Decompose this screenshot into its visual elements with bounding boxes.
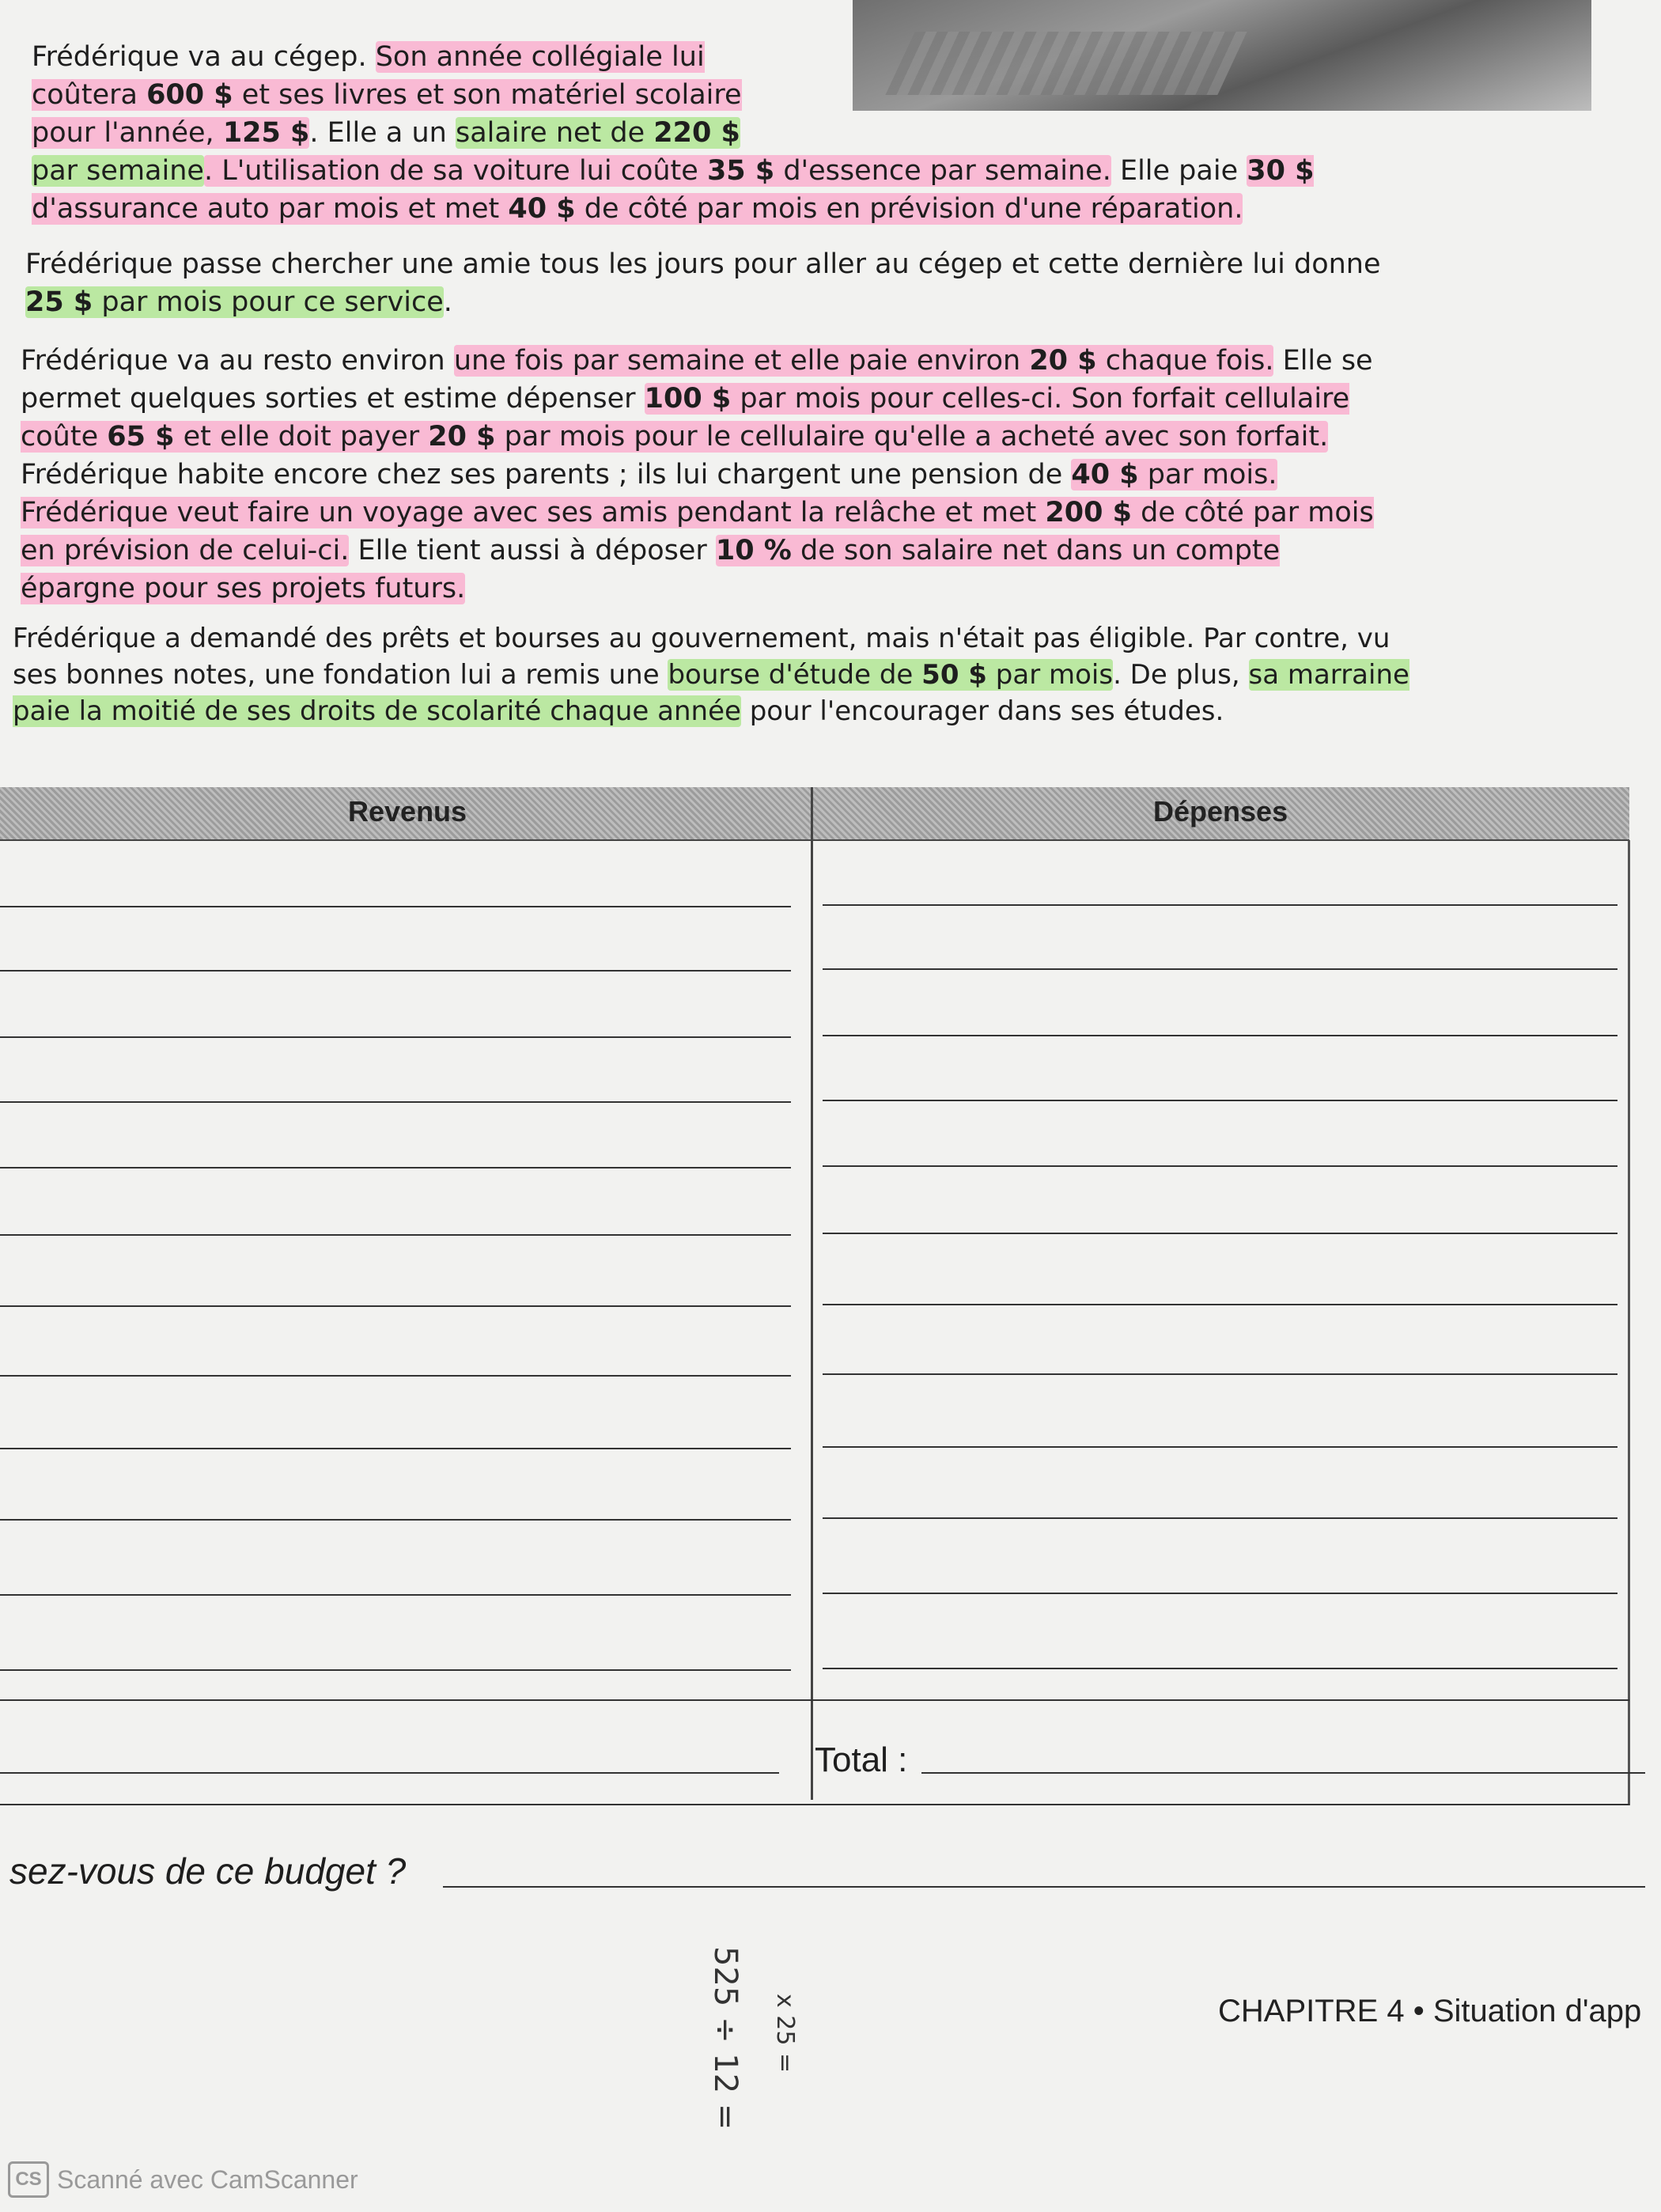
total-line[interactable] bbox=[0, 1804, 1629, 1805]
depenses-entry-line[interactable] bbox=[823, 1593, 1617, 1594]
handwritten-note: x 25 = bbox=[771, 1994, 799, 2074]
revenus-entry-line[interactable] bbox=[0, 1036, 791, 1038]
budget-table-header bbox=[0, 787, 1629, 841]
revenus-header: Revenus bbox=[348, 795, 467, 828]
paragraph-1: Frédérique va au cégep. Son année collégiale lui coûtera 600 $ et ses livres et son matériel scolaire pour l'année, 125 $. Elle a un salaire net de 220 $ par semaine. L'utilisation de sa voiture lui coûte 35 $ d'essence par semaine. Elle paie 30 $ d'assurance auto par mois et met 40 $ de côté par mois en prévision d'une réparation. bbox=[32, 41, 1315, 225]
depenses-entry-line[interactable] bbox=[823, 904, 1617, 906]
depenses-entry-line[interactable] bbox=[823, 1165, 1617, 1167]
total-line[interactable] bbox=[921, 1772, 1645, 1774]
budget-question: sez-vous de ce budget ? bbox=[9, 1850, 407, 1892]
revenus-entry-line[interactable] bbox=[0, 1167, 791, 1168]
depenses-entry-line[interactable] bbox=[823, 1373, 1617, 1375]
paragraph-4: Frédérique a demandé des prêts et bourses au gouvernement, mais n'était pas éligible. Par contre, vu ses bonnes notes, une fondation lui a remis une bourse d'étude de 50 $ par mois. De plus, sa marraine paie la moitié de ses droits de scolarité chaque année pour l'encourager dans ses études. bbox=[13, 623, 1409, 727]
total-line[interactable] bbox=[0, 1772, 779, 1774]
depenses-entry-line[interactable] bbox=[823, 1100, 1617, 1101]
camscanner-logo-icon: CS bbox=[8, 2161, 49, 2198]
chapter-footer: CHAPITRE 4 • Situation d'app bbox=[1218, 1994, 1642, 2028]
revenus-entry-line[interactable] bbox=[0, 906, 791, 907]
revenus-entry-line[interactable] bbox=[0, 1234, 791, 1236]
depenses-header: Dépenses bbox=[1153, 795, 1288, 828]
depenses-entry-line[interactable] bbox=[823, 1304, 1617, 1305]
total-line[interactable] bbox=[0, 1699, 1629, 1701]
revenus-entry-line[interactable] bbox=[0, 1669, 791, 1671]
camscanner-watermark bbox=[8, 2161, 358, 2198]
depenses-entry-line[interactable] bbox=[823, 1668, 1617, 1669]
answer-line[interactable] bbox=[443, 1886, 1645, 1888]
table-right-border bbox=[1628, 840, 1630, 1805]
revenus-entry-line[interactable] bbox=[0, 1375, 791, 1377]
handwritten-calculation: 525 ÷ 12 = bbox=[707, 1946, 743, 2131]
revenus-entry-line[interactable] bbox=[0, 1305, 791, 1307]
revenus-entry-line[interactable] bbox=[0, 970, 791, 972]
depenses-entry-line[interactable] bbox=[823, 1233, 1617, 1234]
depenses-entry-line[interactable] bbox=[823, 1035, 1617, 1036]
depenses-entry-line[interactable] bbox=[823, 968, 1617, 970]
revenus-entry-line[interactable] bbox=[0, 1519, 791, 1521]
paragraph-3: Frédérique va au resto environ une fois par semaine et elle paie environ 20 $ chaque fois. Elle se permet quelques sorties et estime dépenser 100 $ par mois pour celles-ci. Son forfait cellulaire coûte 65 $ et elle doit payer 20 $ par mois pour le cellulaire qu'elle a acheté avec son forfait. Frédérique habite encore chez ses parents ; ils lui chargent une pension de 40 $ par mois. Frédérique veut faire un voyage avec ses amis pendant la relâche et met 200 $ de côté par mois en prévision de celui-ci. Elle tient aussi à déposer 10 % de son salaire net dans un compte épargne pour ses projets futurs. bbox=[21, 345, 1374, 604]
camscanner-text: Scanné avec CamScanner bbox=[57, 2165, 358, 2194]
column-divider bbox=[811, 787, 813, 1800]
revenus-entry-line[interactable] bbox=[0, 1448, 791, 1449]
revenus-entry-line[interactable] bbox=[0, 1101, 791, 1103]
depenses-entry-line[interactable] bbox=[823, 1517, 1617, 1519]
depenses-entry-line[interactable] bbox=[823, 1446, 1617, 1448]
total-label: Total : bbox=[815, 1740, 908, 1779]
photo-laptop bbox=[853, 0, 1591, 111]
revenus-entry-line[interactable] bbox=[0, 1594, 791, 1596]
paragraph-2: Frédérique passe chercher une amie tous les jours pour aller au cégep et cette dernière lui donne 25 $ par mois pour ce service. bbox=[25, 248, 1381, 318]
